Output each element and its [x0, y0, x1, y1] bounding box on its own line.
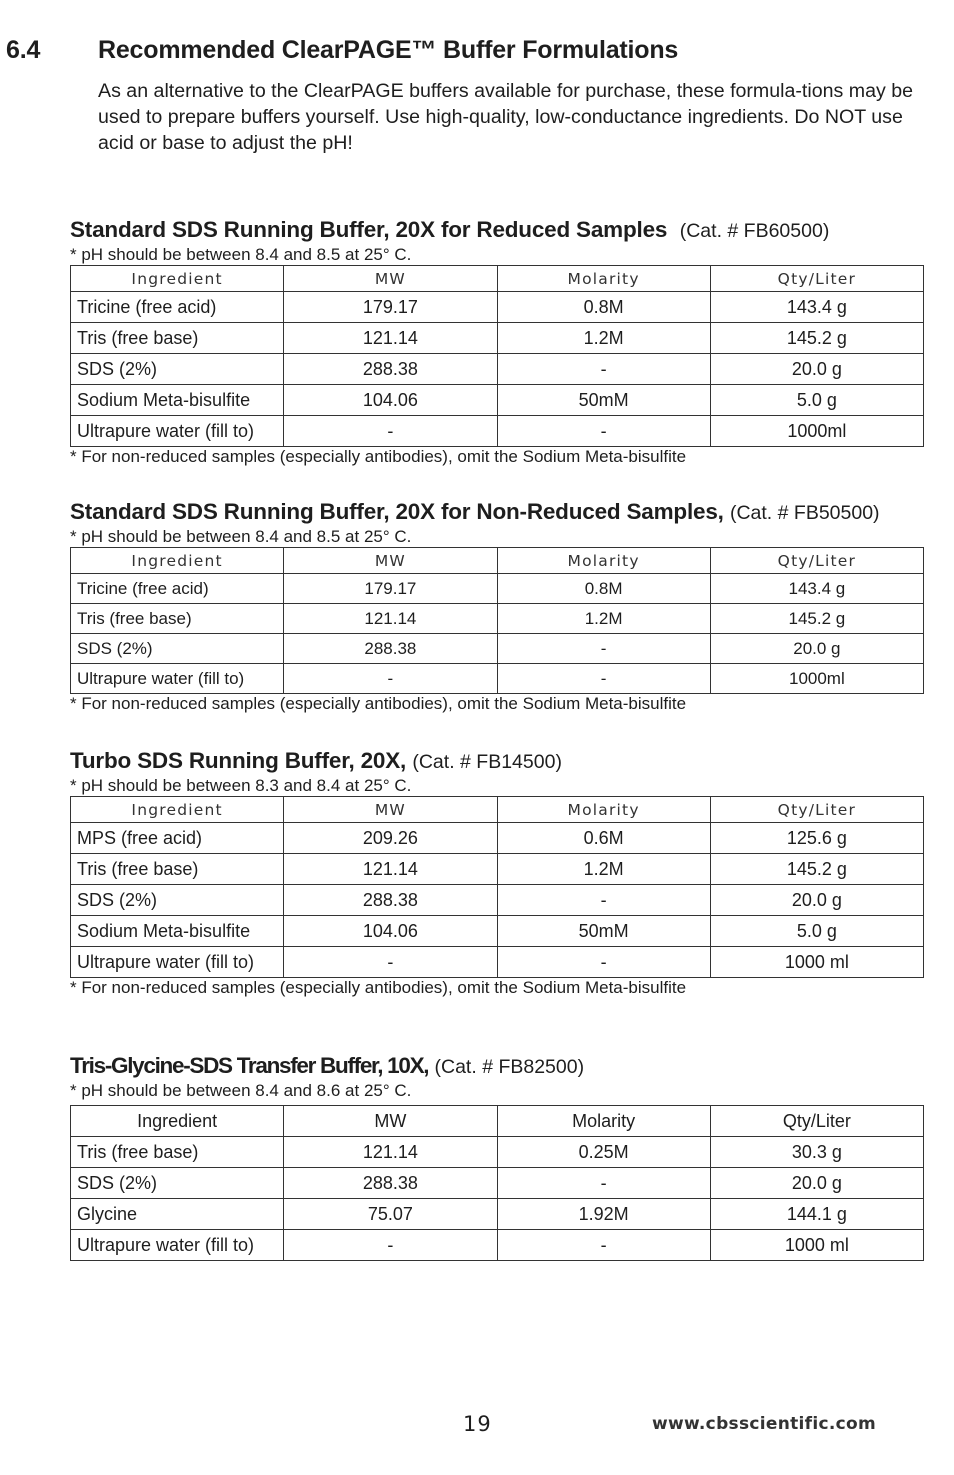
ph-note: * pH should be between 8.4 and 8.5 at 25° C.	[70, 245, 412, 264]
cell: MPS (free acid)	[71, 823, 284, 854]
cell: Tris (free base)	[71, 1137, 284, 1168]
cell: Tris (free base)	[71, 604, 284, 634]
header-mw: MW	[284, 266, 497, 292]
table-row	[71, 292, 924, 323]
cell: -	[497, 1230, 710, 1261]
cell: -	[497, 354, 710, 385]
table-row	[71, 323, 924, 354]
catalog-number: (Cat. # FB50500)	[729, 502, 880, 524]
section-title: Recommended ClearPAGE™ Buffer Formulations	[98, 36, 679, 64]
cell: 50mM	[497, 385, 710, 416]
footnote: * For non-reduced samples (especially antibodies), omit the Sodium Meta-bisulfite	[70, 694, 687, 713]
header-qty: Qty/Liter	[710, 1106, 923, 1137]
table-row	[71, 385, 924, 416]
cell: 209.26	[284, 823, 497, 854]
table-row	[71, 1137, 924, 1168]
cell: 143.4 g	[710, 574, 923, 604]
formulation-table	[70, 796, 924, 978]
cell: Tris (free base)	[71, 854, 284, 885]
cell: Tricine (free acid)	[71, 574, 284, 604]
cell: Tris (free base)	[71, 323, 284, 354]
footnote: * For non-reduced samples (especially antibodies), omit the Sodium Meta-bisulfite	[70, 447, 687, 466]
cell: 288.38	[284, 885, 497, 916]
cell: 20.0 g	[710, 885, 923, 916]
cell: 1000 ml	[710, 1230, 923, 1261]
buffer-title: Standard SDS Running Buffer, 20X for Reduced Samples (Cat. # FB60500)	[70, 217, 830, 242]
section-heading	[6, 36, 678, 65]
cell: 20.0 g	[710, 1168, 923, 1199]
header-mw: MW	[284, 548, 497, 574]
cell: Ultrapure water (fill to)	[71, 1230, 284, 1261]
cell: 143.4 g	[710, 292, 923, 323]
buffer-block-non-reduced	[70, 498, 926, 714]
buffer-block-reduced	[70, 216, 926, 467]
table-row	[71, 634, 924, 664]
cell: 121.14	[284, 604, 497, 634]
cell: 50mM	[497, 916, 710, 947]
cell: 5.0 g	[710, 385, 923, 416]
buffer-block-turbo	[70, 747, 926, 998]
table-header-row	[71, 548, 924, 574]
cell: SDS (2%)	[71, 885, 284, 916]
page-number: 19	[463, 1412, 492, 1436]
cell: Ultrapure water (fill to)	[71, 664, 284, 694]
cell: Ultrapure water (fill to)	[71, 416, 284, 447]
buffer-title: Standard SDS Running Buffer, 20X for Non-Reduced Samples, (Cat. # FB50500)	[70, 499, 880, 524]
cell: 1000 ml	[710, 947, 923, 978]
ph-note: * pH should be between 8.4 and 8.6 at 25° C.	[70, 1081, 412, 1100]
header-molarity: Molarity	[497, 1106, 710, 1137]
cell: 145.2 g	[710, 604, 923, 634]
header-molarity: Molarity	[497, 266, 710, 292]
cell: 104.06	[284, 385, 497, 416]
header-ingredient: Ingredient	[71, 1106, 284, 1137]
cell: -	[284, 664, 497, 694]
header-molarity: Molarity	[497, 548, 710, 574]
header-ingredient: Ingredient	[71, 548, 284, 574]
catalog-number: (Cat. # FB82500)	[434, 1056, 585, 1078]
cell: 0.8M	[497, 574, 710, 604]
table-row	[71, 916, 924, 947]
formulation-table	[70, 1105, 924, 1261]
cell: 179.17	[284, 292, 497, 323]
cell: 1.2M	[497, 323, 710, 354]
table-row	[71, 947, 924, 978]
cell: -	[497, 634, 710, 664]
cell: 121.14	[284, 1137, 497, 1168]
cell: Glycine	[71, 1199, 284, 1230]
catalog-number: (Cat. # FB60500)	[679, 220, 830, 242]
table-row	[71, 854, 924, 885]
header-qty: Qty/Liter	[710, 266, 923, 292]
website-url: www.cbsscientific.com	[652, 1414, 876, 1434]
cell: SDS (2%)	[71, 634, 284, 664]
header-qty: Qty/Liter	[710, 548, 923, 574]
table-row	[71, 1168, 924, 1199]
cell: 288.38	[284, 354, 497, 385]
cell: 121.14	[284, 854, 497, 885]
intro-paragraph: As an alternative to the ClearPAGE buffers available for purchase, these formula-tions may be used to prepare buffers yourself. Use high-quality, low-conductance ingredients. Do NOT use acid or base to adjust the pH!	[98, 80, 914, 154]
cell: 0.6M	[497, 823, 710, 854]
cell: 179.17	[284, 574, 497, 604]
header-molarity: Molarity	[497, 797, 710, 823]
cell: -	[497, 947, 710, 978]
table-header-row	[71, 797, 924, 823]
table-header-row	[71, 266, 924, 292]
cell: -	[284, 1230, 497, 1261]
header-mw: MW	[284, 797, 497, 823]
cell: 20.0 g	[710, 354, 923, 385]
section-number: 6.4	[6, 36, 41, 64]
cell: 288.38	[284, 634, 497, 664]
buffer-title: Tris-Glycine-SDS Transfer Buffer, 10X, (Cat. # FB82500)	[70, 1053, 585, 1078]
table-row	[71, 1230, 924, 1261]
cell: 145.2 g	[710, 854, 923, 885]
formulation-table	[70, 265, 924, 447]
cell: 288.38	[284, 1168, 497, 1199]
footnote: * For non-reduced samples (especially antibodies), omit the Sodium Meta-bisulfite	[70, 978, 687, 997]
cell: -	[497, 885, 710, 916]
cell: -	[284, 416, 497, 447]
cell: 20.0 g	[710, 634, 923, 664]
cell: 0.8M	[497, 292, 710, 323]
ph-note: * pH should be between 8.3 and 8.4 at 25° C.	[70, 776, 412, 795]
cell: SDS (2%)	[71, 1168, 284, 1199]
table-row	[71, 664, 924, 694]
cell: Ultrapure water (fill to)	[71, 947, 284, 978]
table-header-row	[71, 1106, 924, 1137]
table-row	[71, 604, 924, 634]
buffer-block-transfer	[70, 1052, 926, 1261]
cell: 125.6 g	[710, 823, 923, 854]
cell: 144.1 g	[710, 1199, 923, 1230]
cell: 1.92M	[497, 1199, 710, 1230]
cell: 1000ml	[710, 664, 923, 694]
cell: -	[497, 664, 710, 694]
header-ingredient: Ingredient	[71, 797, 284, 823]
cell: 121.14	[284, 323, 497, 354]
cell: -	[497, 1168, 710, 1199]
header-mw: MW	[284, 1106, 497, 1137]
catalog-number: (Cat. # FB14500)	[412, 751, 562, 773]
table-row	[71, 823, 924, 854]
formulation-table	[70, 547, 924, 694]
cell: 1.2M	[497, 854, 710, 885]
table-row	[71, 885, 924, 916]
cell: SDS (2%)	[71, 354, 284, 385]
cell: Sodium Meta-bisulfite	[71, 385, 284, 416]
cell: 1.2M	[497, 604, 710, 634]
cell: 1000ml	[710, 416, 923, 447]
cell: 5.0 g	[710, 916, 923, 947]
cell: 75.07	[284, 1199, 497, 1230]
table-row	[71, 1199, 924, 1230]
ph-note: * pH should be between 8.4 and 8.5 at 25° C.	[70, 527, 412, 546]
table-row	[71, 354, 924, 385]
cell: -	[497, 416, 710, 447]
header-ingredient: Ingredient	[71, 266, 284, 292]
cell: 30.3 g	[710, 1137, 923, 1168]
table-row	[71, 574, 924, 604]
header-qty: Qty/Liter	[710, 797, 923, 823]
cell: 0.25M	[497, 1137, 710, 1168]
cell: 145.2 g	[710, 323, 923, 354]
cell: Sodium Meta-bisulfite	[71, 916, 284, 947]
cell: -	[284, 947, 497, 978]
cell: 104.06	[284, 916, 497, 947]
table-row	[71, 416, 924, 447]
cell: Tricine (free acid)	[71, 292, 284, 323]
buffer-title: Turbo SDS Running Buffer, 20X, (Cat. # FB14500)	[70, 748, 562, 773]
